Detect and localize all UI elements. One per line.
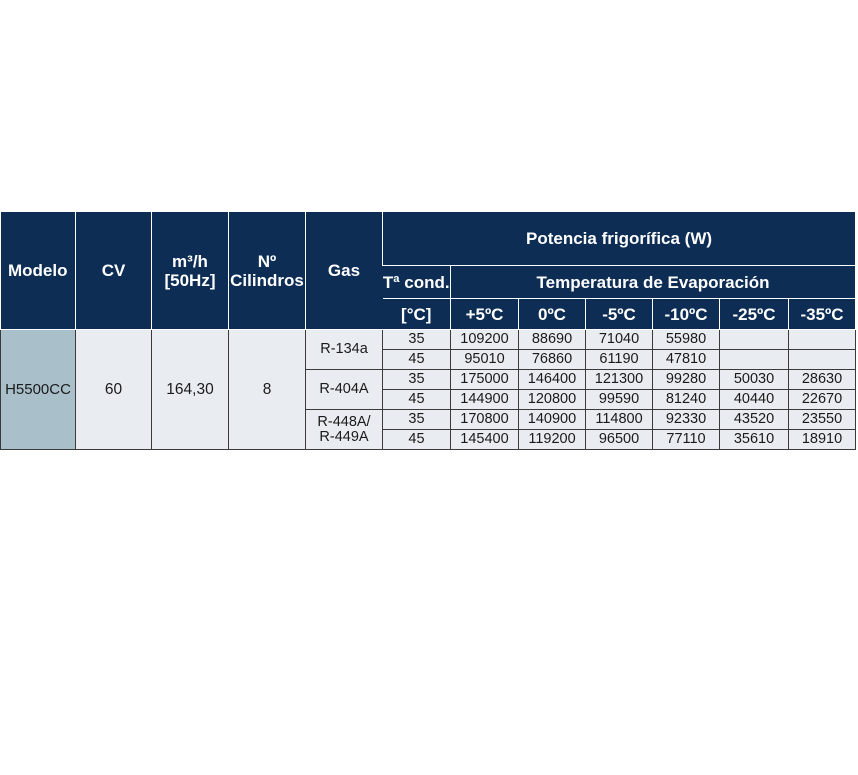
cell-value: 88690 xyxy=(519,330,586,350)
col-header-cilindros-line2: Cilindros xyxy=(230,270,304,290)
col-header-evap-temp: +5ºC xyxy=(451,299,519,330)
cell-value xyxy=(789,330,856,350)
col-header-caudal-line2: [50Hz] xyxy=(164,270,216,290)
col-header-modelo: Modelo xyxy=(1,212,76,330)
cell-value: 140900 xyxy=(519,410,586,430)
cell-value: 92330 xyxy=(653,410,720,430)
cell-gas-line1: R-404A xyxy=(319,381,369,397)
col-header-evap-temp: -35ºC xyxy=(789,299,856,330)
cell-gas xyxy=(306,330,383,370)
cell-value: 144900 xyxy=(451,390,519,410)
cell-value: 76860 xyxy=(519,350,586,370)
cell-value: 35610 xyxy=(720,430,789,450)
cell-value: 18910 xyxy=(789,430,856,450)
col-header-evap-temp: 0ºC xyxy=(519,299,586,330)
cell-gas xyxy=(306,410,383,450)
cell-value xyxy=(789,350,856,370)
col-header-potencia: Potencia frigorífica (W) xyxy=(383,212,856,266)
cell-value: 99280 xyxy=(653,370,720,390)
cell-cilindros: 8 xyxy=(229,330,306,450)
compressor-spec-table xyxy=(0,212,856,450)
cell-value: 71040 xyxy=(586,330,653,350)
table-row xyxy=(1,330,856,350)
col-header-caudal xyxy=(152,212,229,330)
cell-tcond: 35 xyxy=(383,370,451,390)
cell-value: 121300 xyxy=(586,370,653,390)
cell-value: 40440 xyxy=(720,390,789,410)
cell-tcond: 45 xyxy=(383,430,451,450)
cell-value: 114800 xyxy=(586,410,653,430)
col-header-tcond-unit: [°C] xyxy=(383,299,451,330)
cell-value: 28630 xyxy=(789,370,856,390)
cell-gas-line1: R-448A/ xyxy=(317,413,371,430)
cell-gas xyxy=(306,370,383,410)
cell-value: 119200 xyxy=(519,430,586,450)
cell-value: 170800 xyxy=(451,410,519,430)
cell-value: 47810 xyxy=(653,350,720,370)
cell-tcond: 35 xyxy=(383,330,451,350)
cell-value: 50030 xyxy=(720,370,789,390)
col-header-evap-temp: -10ºC xyxy=(653,299,720,330)
col-header-cilindros xyxy=(229,212,306,330)
cell-cv: 60 xyxy=(76,330,152,450)
cell-value: 55980 xyxy=(653,330,720,350)
cell-value: 77110 xyxy=(653,430,720,450)
cell-modelo: H5500CC xyxy=(1,330,76,450)
cell-gas-line1: R-134a xyxy=(320,341,368,357)
cell-value xyxy=(720,330,789,350)
cell-value: 109200 xyxy=(451,330,519,350)
col-header-temp-evap: Temperatura de Evaporación xyxy=(451,266,856,299)
cell-value: 146400 xyxy=(519,370,586,390)
col-header-evap-temp: -5ºC xyxy=(586,299,653,330)
cell-value: 96500 xyxy=(586,430,653,450)
col-header-evap-temp: -25ºC xyxy=(720,299,789,330)
cell-value: 61190 xyxy=(586,350,653,370)
col-header-tcond: Tª cond. xyxy=(383,266,451,299)
cell-value: 22670 xyxy=(789,390,856,410)
col-header-caudal-line1: m³/h xyxy=(172,251,208,271)
cell-tcond: 35 xyxy=(383,410,451,430)
col-header-cilindros-line1: Nº xyxy=(257,251,277,271)
cell-tcond: 45 xyxy=(383,390,451,410)
cell-value: 23550 xyxy=(789,410,856,430)
cell-value: 120800 xyxy=(519,390,586,410)
cell-value: 43520 xyxy=(720,410,789,430)
cell-value xyxy=(720,350,789,370)
cell-value: 95010 xyxy=(451,350,519,370)
cell-caudal: 164,30 xyxy=(152,330,229,450)
cell-value: 81240 xyxy=(653,390,720,410)
cell-value: 175000 xyxy=(451,370,519,390)
cell-value: 99590 xyxy=(586,390,653,410)
col-header-cv: CV xyxy=(76,212,152,330)
cell-tcond: 45 xyxy=(383,350,451,370)
cell-gas-line2: R-449A xyxy=(319,428,369,445)
col-header-gas: Gas xyxy=(306,212,383,330)
cell-value: 145400 xyxy=(451,430,519,450)
